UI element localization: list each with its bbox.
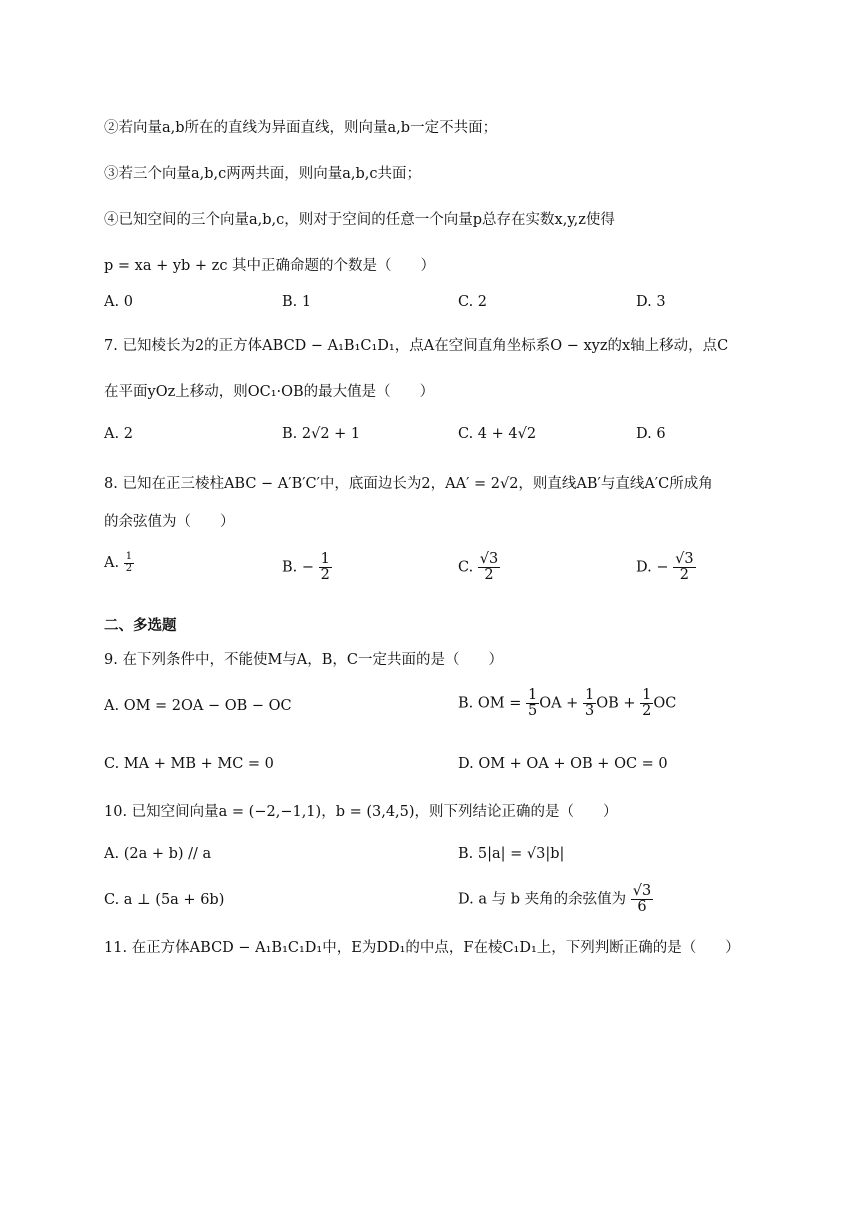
q6-option-d: D. 3 [636, 294, 666, 310]
q8-option-d: D. − $\frac{√3}{2}$ [636, 551, 694, 584]
q9-option-a: A. OM = 2OA − OB − OC [104, 698, 292, 714]
question-8-line1: 8. 已知在正三棱柱ABC − A′B′C′中，底面边长为2，AA′ = 2√2，则直线AB′与直线A′C所成角 [104, 476, 713, 492]
q9-option-c: C. MA + MB + MC = 0 [104, 756, 274, 772]
question-9: 9. 在下列条件中，不能使M与A，B，C一定共面的是（ ） [104, 652, 504, 668]
statement-4-cont: p = xa + yb + zc 其中正确命题的个数是（ ） [104, 258, 436, 274]
q6-option-a: A. 0 [104, 294, 133, 310]
q7-option-d: D. 6 [636, 426, 666, 442]
question-8-line2: 的余弦值为（ ） [104, 514, 235, 530]
q7-option-c: C. 4 + 4√2 [458, 426, 537, 442]
q10-option-c: C. a ⊥ (5a + 6b) [104, 892, 225, 908]
q8-option-a: A. $\frac{1}{2}$ [104, 551, 133, 574]
q9-option-d: D. OM + OA + OB + OC = 0 [458, 756, 668, 772]
q9-option-b: B. OM = $\frac{1}{5}$ OA + $\frac{1}{3}$ OB + $\frac{1}{2}$ OC [458, 687, 677, 720]
q8-option-b: B. − $\frac{1}{2}$ [282, 551, 330, 584]
q7-option-b: B. 2√2 + 1 [282, 426, 361, 442]
question-10: 10. 已知空间向量a = (−2,−1,1)，b = (3,4,5)，则下列结论正确的是（ ） [104, 804, 618, 820]
q8-option-c: C. $\frac{√3}{2}$ [458, 551, 499, 584]
q10-option-d: D. a 与 b 夹角的余弦值为 $\frac{√3}{6}$ [458, 883, 652, 916]
section-heading-multi-choice: 二、多选题 [104, 617, 177, 634]
question-11: 11. 在正方体ABCD − A₁B₁C₁D₁中，E为DD₁的中点，F在棱C₁D₁上，下列判断正确的是（ ） [104, 940, 740, 956]
q7-option-a: A. 2 [104, 426, 133, 442]
statement-3: ③若三个向量a,b,c两两共面，则向量a,b,c共面； [104, 166, 422, 182]
question-7-line1: 7. 已知棱长为2的正方体ABCD − A₁B₁C₁D₁，点A在空间直角坐标系O − xyz的x轴上移动，点C [104, 338, 729, 354]
statement-2: ②若向量a,b所在的直线为异面直线，则向量a,b一定不共面； [104, 120, 498, 136]
question-7-line2: 在平面yOz上移动，则OC₁·OB的最大值是（ ） [104, 384, 435, 400]
q10-option-a: A. (2a + b) // a [104, 846, 212, 862]
q6-option-c: C. 2 [458, 294, 488, 310]
statement-4: ④已知空间的三个向量a,b,c，则对于空间的任意一个向量p总存在实数x,y,z使得 [104, 212, 615, 228]
q6-option-b: B. 1 [282, 294, 312, 310]
q10-option-b: B. 5|a| = √3|b| [458, 846, 565, 862]
